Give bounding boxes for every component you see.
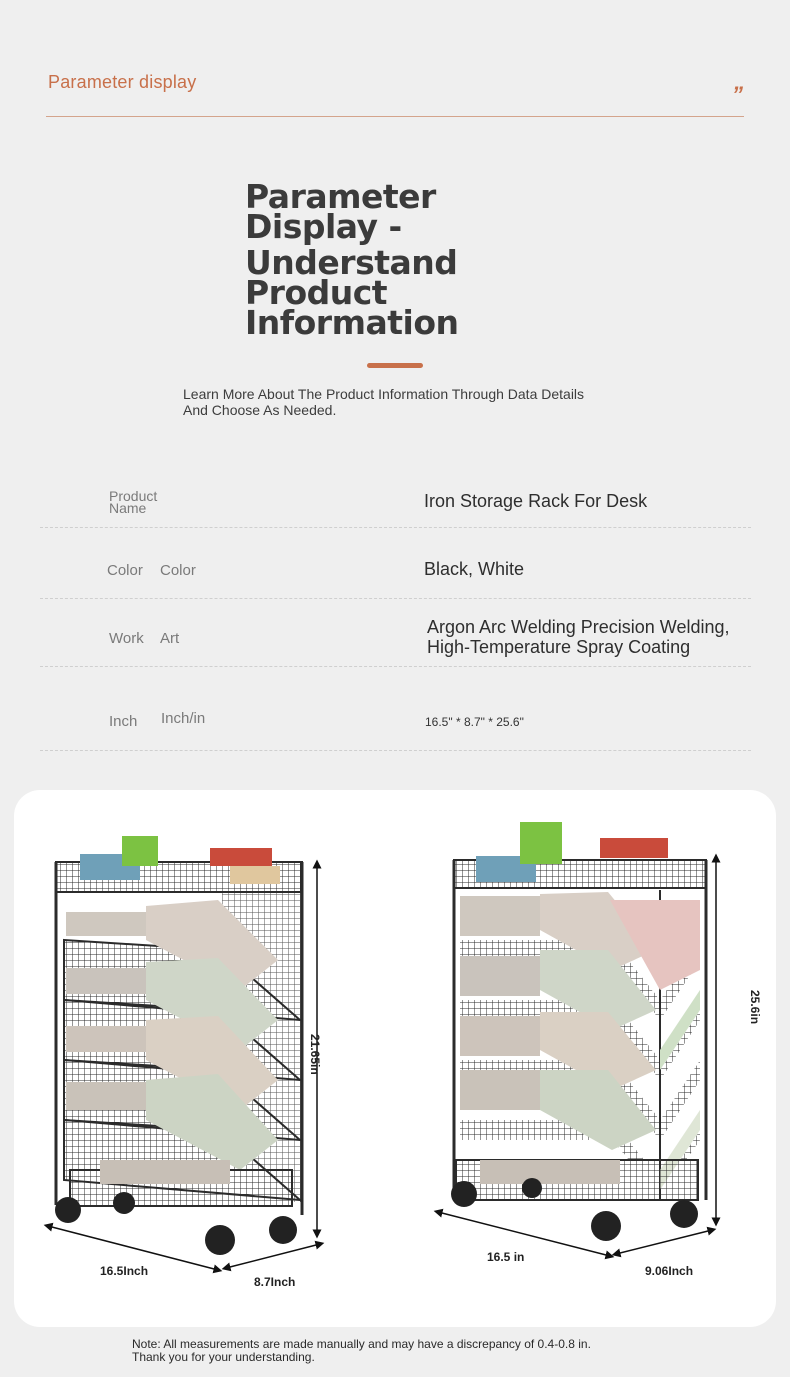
title-line-1: Parameter [245, 177, 436, 216]
dimension-height-left: 21.65in [308, 1034, 322, 1075]
dimension-height-right: 25.6in [748, 990, 762, 1025]
quote-mark-icon: ” [732, 82, 743, 107]
title-line-2: Display - [245, 207, 402, 246]
rack-right [451, 822, 706, 1241]
spec-label-art: Art [160, 630, 180, 647]
subtitle-line-2: And Choose As Needed. [183, 402, 337, 418]
dimension-width-left: 16.5Inch [100, 1264, 149, 1278]
spec-label-line: Name [109, 500, 147, 516]
subtitle-line-1: Learn More About The Product Information Through Data Details [183, 386, 585, 402]
dimension-depth-right: 9.06Inch [645, 1264, 694, 1278]
title-line-3: Understand [245, 243, 458, 282]
spec-value-line: Argon Arc Welding Precision Welding, [427, 617, 730, 637]
spec-label-work: Work [109, 630, 144, 647]
note-line-1: Note: All measurements are made manually and may have a discrepancy of 0.4-0.8 in. [132, 1337, 591, 1351]
spec-label-color-alt: Color [160, 562, 196, 579]
title-line-5: Information [245, 303, 459, 342]
rack-left [55, 836, 302, 1255]
title-line-4: Product [245, 273, 388, 312]
dimension-depth-left: 8.7Inch [254, 1275, 296, 1289]
spec-label-line: Product [109, 488, 158, 504]
spec-value-product-name: Iron Storage Rack For Desk [424, 491, 648, 511]
spec-value-inch: 16.5" * 8.7" * 25.6" [425, 715, 524, 729]
measurement-note [132, 1338, 732, 1364]
spec-label-color: Color [107, 562, 143, 579]
note-line-2: Thank you for your understanding. [132, 1350, 315, 1364]
spec-label-inch-alt: Inch/in [161, 710, 206, 727]
spec-value-color: Black, White [424, 559, 525, 579]
spec-value-line: High-Temperature Spray Coating [427, 637, 691, 657]
dimension-arrow [616, 1230, 712, 1254]
spec-label-inch: Inch [109, 713, 138, 730]
dimension-arrow [226, 1244, 320, 1268]
section-label: Parameter display [48, 72, 197, 92]
dimension-width-right: 16.5 in [487, 1250, 525, 1264]
